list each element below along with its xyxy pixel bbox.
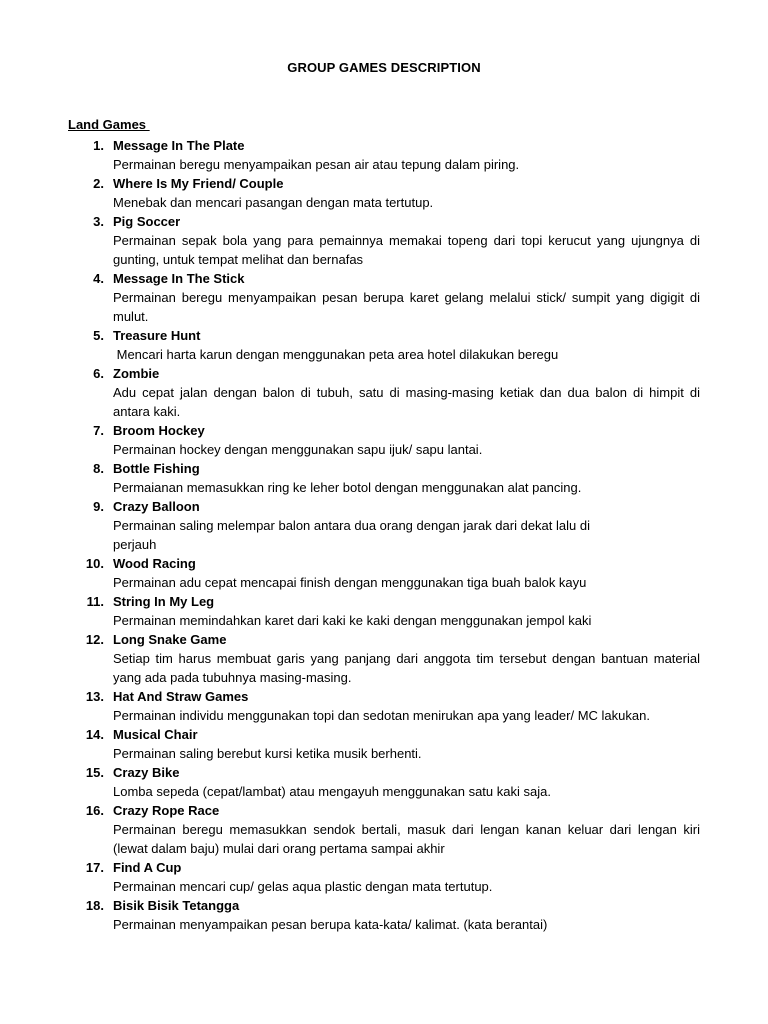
game-number: 1. [93,138,104,153]
game-description: Permainan adu cepat mencapai finish dengan menggunakan tiga buah balok kayu [113,575,587,590]
game-name: Wood Racing [113,556,196,571]
game-item [0,212,768,269]
game-name: Long Snake Game [113,632,227,647]
game-item [0,554,768,592]
game-number: 2. [93,176,104,191]
section-title-land-games: Land Games [68,117,150,132]
game-name: Message In The Stick [113,271,245,286]
game-name: Zombie [113,366,160,381]
game-name: Crazy Bike [113,765,180,780]
game-description: Permainan beregu memasukkan sendok bertali, masuk dari lengan kanan keluar dari lengan kiri (lewat dalam baju) mulai dari orang pertama sampai akhir [113,822,704,856]
game-name: Where Is My Friend/ Couple [113,176,284,191]
game-number: 15. [85,765,104,780]
game-description: Permainan beregu menyampaikan pesan berupa karet gelang melalui stick/ sumpit yang digigit di mulut. [113,290,704,324]
game-item [0,858,768,896]
game-name: Broom Hockey [113,423,205,438]
game-description: Permaianan memasukkan ring ke leher botol dengan menggunakan alat pancing. [113,480,582,495]
games-list [0,136,768,934]
game-description: Lomba sepeda (cepat/lambat) atau mengayuh menggunakan satu kaki saja. [113,784,551,799]
game-description: Permainan saling melempar balon antara dua orang dengan jarak dari dekat lalu di perjauh [113,518,590,552]
game-description: Permainan mencari cup/ gelas aqua plastic dengan mata tertutup. [113,879,493,894]
game-name: Musical Chair [113,727,198,742]
game-description: Permainan hockey dengan menggunakan sapu ijuk/ sapu lantai. [113,442,483,457]
game-name: Crazy Balloon [113,499,200,514]
game-name: Crazy Rope Race [113,803,220,818]
game-description: Permainan menyampaikan pesan berupa kata-kata/ kalimat. (kata berantai) [113,917,548,932]
game-name: Bottle Fishing [113,461,200,476]
game-item [0,592,768,630]
game-name: Message In The Plate [113,138,245,153]
game-number: 17. [85,860,104,875]
game-item [0,326,768,364]
game-number: 5. [93,328,104,343]
game-item [0,174,768,212]
game-description: Mencari harta karun dengan menggunakan peta area hotel dilakukan beregu [113,347,559,362]
game-item [0,687,768,725]
game-description: Setiap tim harus membuat garis yang panjang dari anggota tim tersebut dengan bantuan material yang ada pada tubuhnya masing-masing. [113,651,704,685]
game-description: Permainan saling berebut kursi ketika musik berhenti. [113,746,422,761]
game-number: 12. [85,632,104,647]
game-item [0,364,768,421]
game-number: 3. [93,214,104,229]
game-item [0,497,768,554]
game-item [0,801,768,858]
game-description: Permainan memindahkan karet dari kaki ke kaki dengan menggunakan jempol kaki [113,613,592,628]
game-name: Find A Cup [113,860,182,875]
game-number: 6. [93,366,104,381]
game-item [0,136,768,174]
game-number: 7. [93,423,104,438]
game-name: String In My Leg [113,594,215,609]
game-name: Treasure Hunt [113,328,201,343]
game-name: Bisik Bisik Tetangga [113,898,240,913]
game-number: 8. [93,461,104,476]
game-description: Permainan beregu menyampaikan pesan air atau tepung dalam piring. [113,157,520,172]
game-description: Permainan individu menggunakan topi dan sedotan menirukan apa yang leader/ MC lakukan. [113,708,650,723]
game-item [0,421,768,459]
game-name: Hat And Straw Games [113,689,249,704]
game-description: Adu cepat jalan dengan balon di tubuh, satu di masing-masing ketiak dan dua balon di himpit di antara kaki. [113,385,704,419]
game-description: Menebak dan mencari pasangan dengan mata tertutup. [113,195,434,210]
game-name: Pig Soccer [113,214,181,229]
game-item [0,630,768,687]
game-item [0,763,768,801]
game-number: 11. [86,594,104,609]
game-number: 16. [85,803,104,818]
game-number: 13. [85,689,104,704]
game-description: Permainan sepak bola yang para pemainnya memakai topeng dari topi kerucut yang ujungnya di gunting, untuk tempat melihat dan bernafas [113,233,704,267]
game-item [0,269,768,326]
game-number: 9. [93,499,104,514]
game-number: 10. [85,556,104,571]
document-title: GROUP GAMES DESCRIPTION [287,60,481,75]
game-item [0,896,768,934]
game-item [0,725,768,763]
game-number: 18. [85,898,104,913]
game-item [0,459,768,497]
game-number: 14. [85,727,104,742]
game-number: 4. [93,271,104,286]
